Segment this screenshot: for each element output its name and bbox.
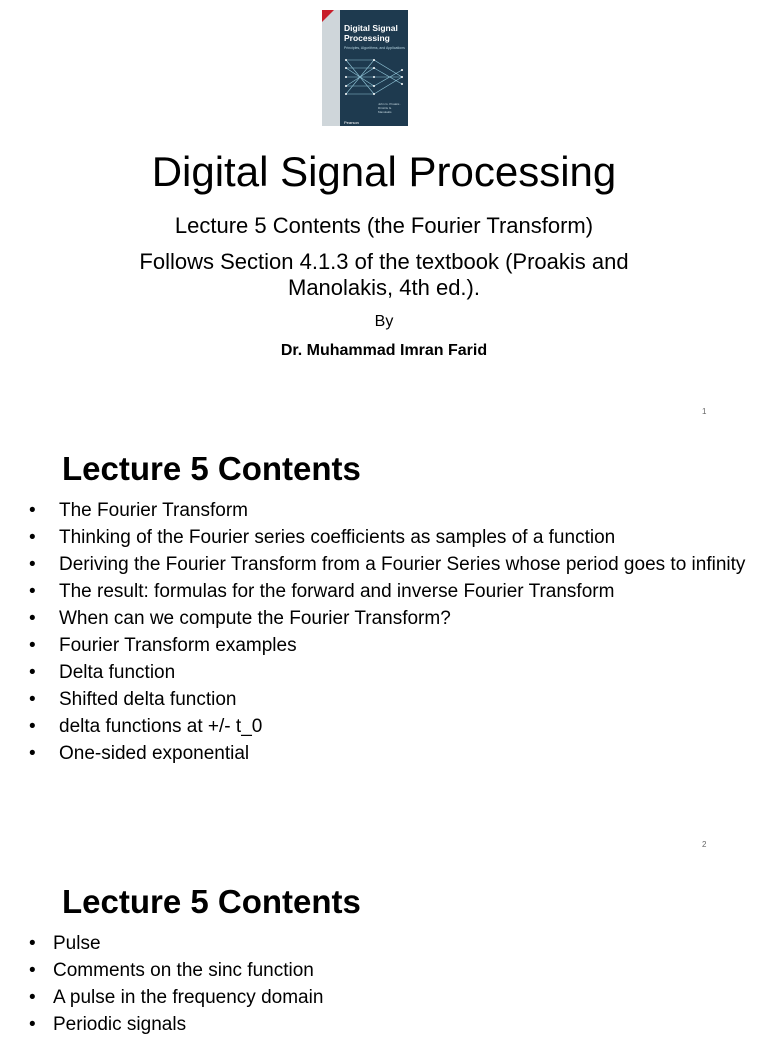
list-item: • delta functions at +/- t_0	[29, 713, 749, 740]
slide-2	[0, 432, 768, 864]
list-item: • Fourier Transform examples	[29, 632, 749, 659]
list-item: • The Fourier Transform	[29, 497, 749, 524]
page-number: 1	[702, 407, 707, 416]
cover-butterfly-diagram-icon	[342, 54, 406, 100]
list-item: • Deriving the Fourier Transform from a Fourier Series whose period goes to infinity	[29, 551, 749, 578]
contents-list	[29, 497, 749, 767]
book-cover	[322, 10, 408, 126]
slide-heading: Lecture 5 Contents	[62, 450, 361, 487]
cover-stripe	[322, 10, 340, 126]
list-item: • Thinking of the Fourier series coefficients as samples of a function	[29, 524, 749, 551]
cover-title: Digital Signal Processing	[344, 23, 398, 43]
subtitle-lecture: Lecture 5 Contents (the Fourier Transform)	[174, 213, 594, 238]
list-item: • Periodic signals	[29, 1011, 749, 1038]
slide-1	[0, 0, 768, 430]
list-item: • Pulse	[29, 930, 749, 957]
list-item: • When can we compute the Fourier Transform?	[29, 605, 749, 632]
list-item: • One-sided exponential	[29, 740, 749, 767]
cover-subtitle: Principles, Algorithms, and Applications	[344, 46, 405, 50]
cover-corner	[322, 10, 334, 22]
list-item: • The result: formulas for the forward and inverse Fourier Transform	[29, 578, 749, 605]
author-name: Dr. Muhammad Imran Farid	[280, 342, 488, 359]
by-label: By	[374, 313, 394, 330]
list-item: • Comments on the sinc function	[29, 957, 749, 984]
slide-3	[0, 866, 768, 1035]
list-item: • Delta function	[29, 659, 749, 686]
list-item: • Shifted delta function	[29, 686, 749, 713]
cover-publisher: Pearson	[344, 120, 359, 125]
list-item: • A pulse in the frequency domain	[29, 984, 749, 1011]
contents-list	[29, 930, 749, 1038]
slide-heading: Lecture 5 Contents	[62, 883, 361, 920]
slide-title: Digital Signal Processing	[151, 148, 617, 195]
cover-authors: John G. Proakis · Dimitris G. Manolakis	[378, 102, 402, 114]
page-number: 2	[702, 840, 707, 849]
subtitle-textbook	[0, 249, 768, 301]
subtitle-textbook-text: Follows Section 4.1.3 of the textbook (Proakis and Manolakis, 4th ed.).	[139, 249, 629, 300]
